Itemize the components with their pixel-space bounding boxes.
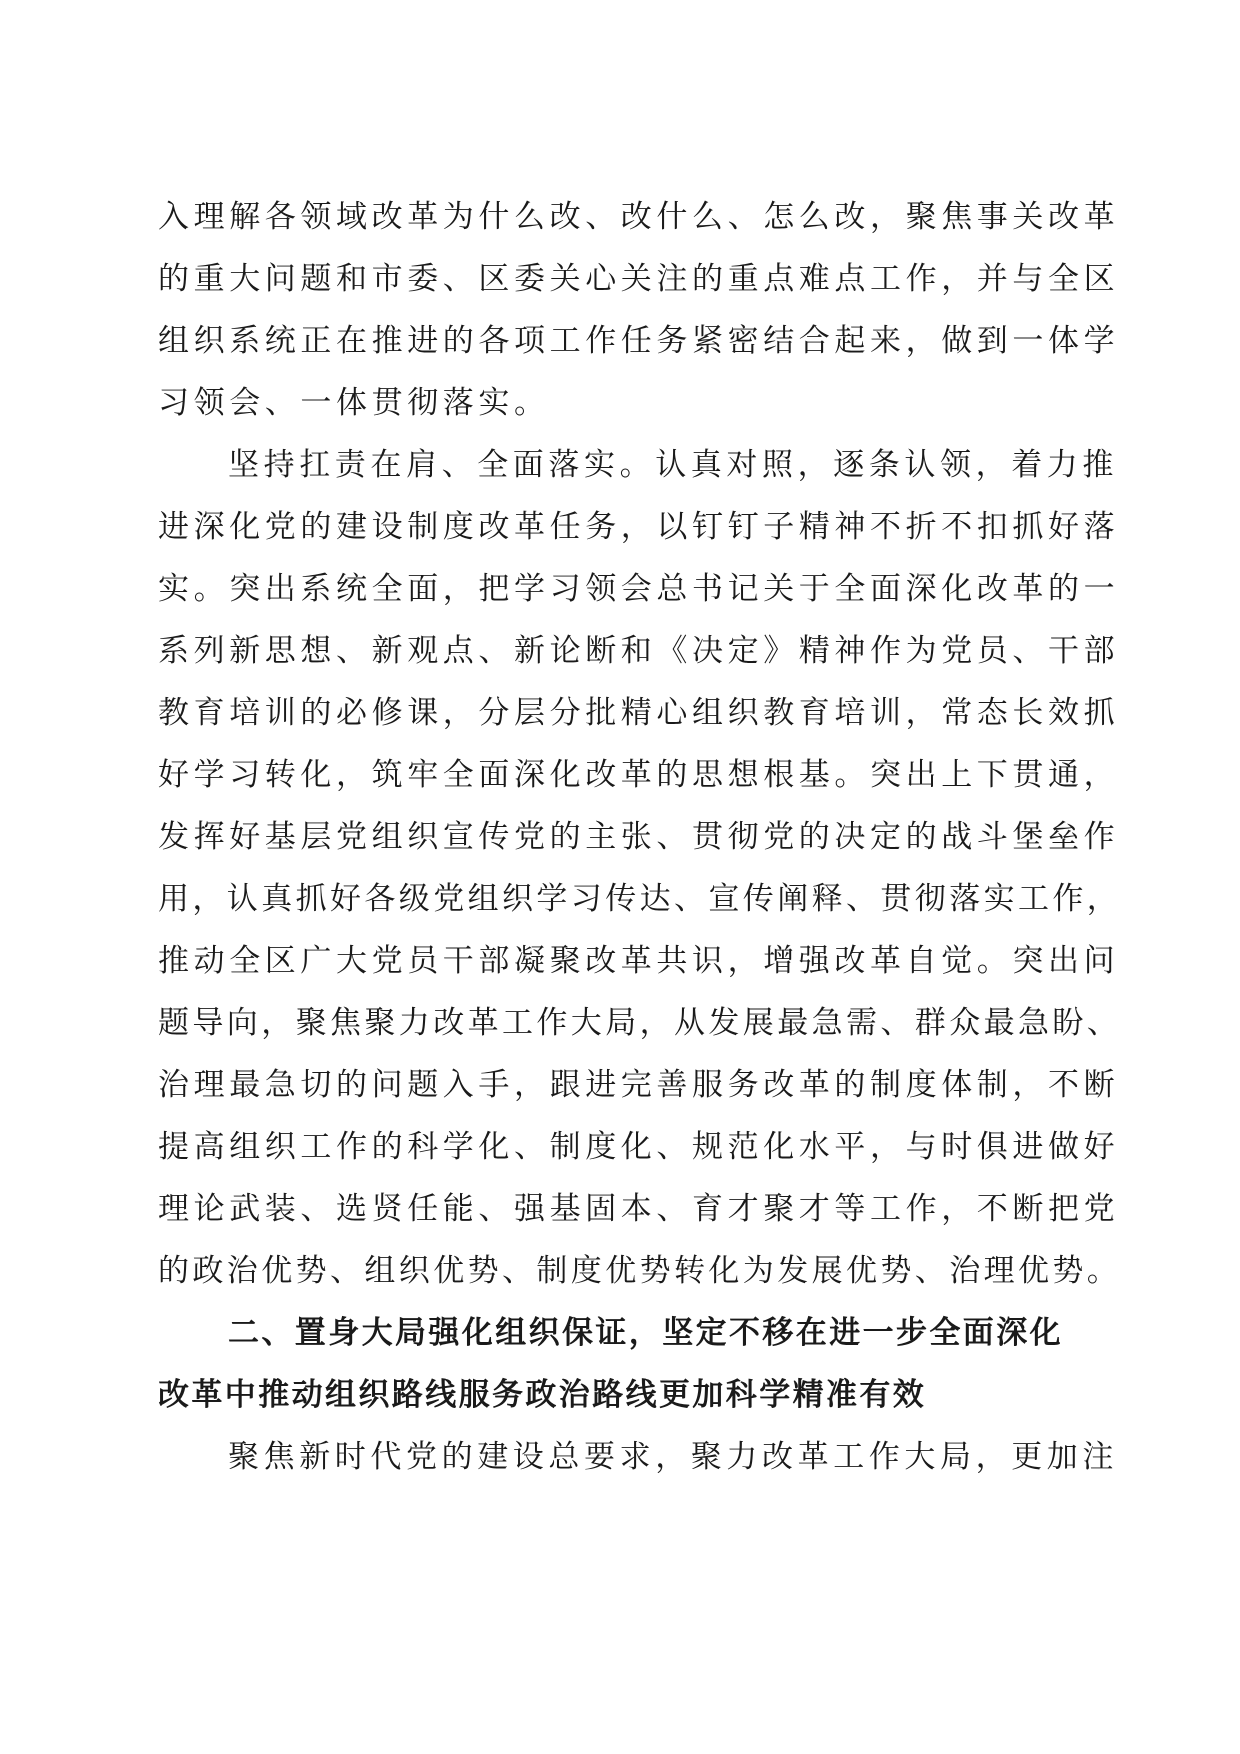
- text-line: 提高组织工作的科学化、制度化、规范化水平，与时俱进做好: [158, 1129, 1120, 1165]
- text-line: 进深化党的建设制度改革任务，以钉钉子精神不折不扣抓好落: [158, 509, 1120, 545]
- text-line: 理论武装、选贤任能、强基固本、育才聚才等工作，不断把党: [158, 1191, 1120, 1227]
- paragraph-1: [158, 186, 1120, 434]
- text-line: 坚持扛责在肩、全面落实。认真对照，逐条认领，着力推: [228, 447, 1118, 483]
- text-line: 的政治优势、组织优势、制度优势转化为发展优势、治理优势。: [158, 1253, 1122, 1289]
- text-line: 推动全区广大党员干部凝聚改革共识，增强改革自觉。突出问: [158, 943, 1120, 979]
- text-line: 习领会、一体贯彻落实。: [158, 385, 550, 421]
- text-line: 教育培训的必修课，分层分批精心组织教育培训，常态长效抓: [158, 695, 1120, 731]
- text-line: 组织系统正在推进的各项工作任务紧密结合起来，做到一体学: [158, 323, 1120, 359]
- heading-line: 二、置身大局强化组织保证，坚定不移在进一步全面深化: [228, 1315, 1063, 1351]
- section-heading: [158, 1302, 1084, 1426]
- text-line: 用，认真抓好各级党组织学习传达、宣传阐释、贯彻落实工作，: [158, 881, 1122, 917]
- text-line: 系列新思想、新观点、新论断和《决定》精神作为党员、干部: [158, 633, 1120, 669]
- text-line: 的重大问题和市委、区委关心关注的重点难点工作，并与全区: [158, 261, 1120, 297]
- text-line: 好学习转化，筑牢全面深化改革的思想根基。突出上下贯通，: [158, 757, 1120, 793]
- paragraph-3: [158, 1426, 1118, 1488]
- text-line: 聚焦新时代党的建设总要求，聚力改革工作大局，更加注: [228, 1439, 1118, 1475]
- text-line: 入理解各领域改革为什么改、改什么、怎么改，聚焦事关改革: [158, 199, 1120, 235]
- text-line: 实。突出系统全面，把学习领会总书记关于全面深化改革的一: [158, 571, 1120, 607]
- heading-line: 改革中推动组织路线服务政治路线更加科学精准有效: [158, 1377, 927, 1413]
- text-line: 治理最急切的问题入手，跟进完善服务改革的制度体制，不断: [158, 1067, 1120, 1103]
- paragraph-2: [158, 434, 1122, 1302]
- text-line: 发挥好基层党组织宣传党的主张、贯彻党的决定的战斗堡垒作: [158, 819, 1120, 855]
- text-line: 题导向，聚焦聚力改革工作大局，从发展最急需、群众最急盼、: [158, 1005, 1122, 1041]
- document-page: [158, 186, 1122, 1488]
